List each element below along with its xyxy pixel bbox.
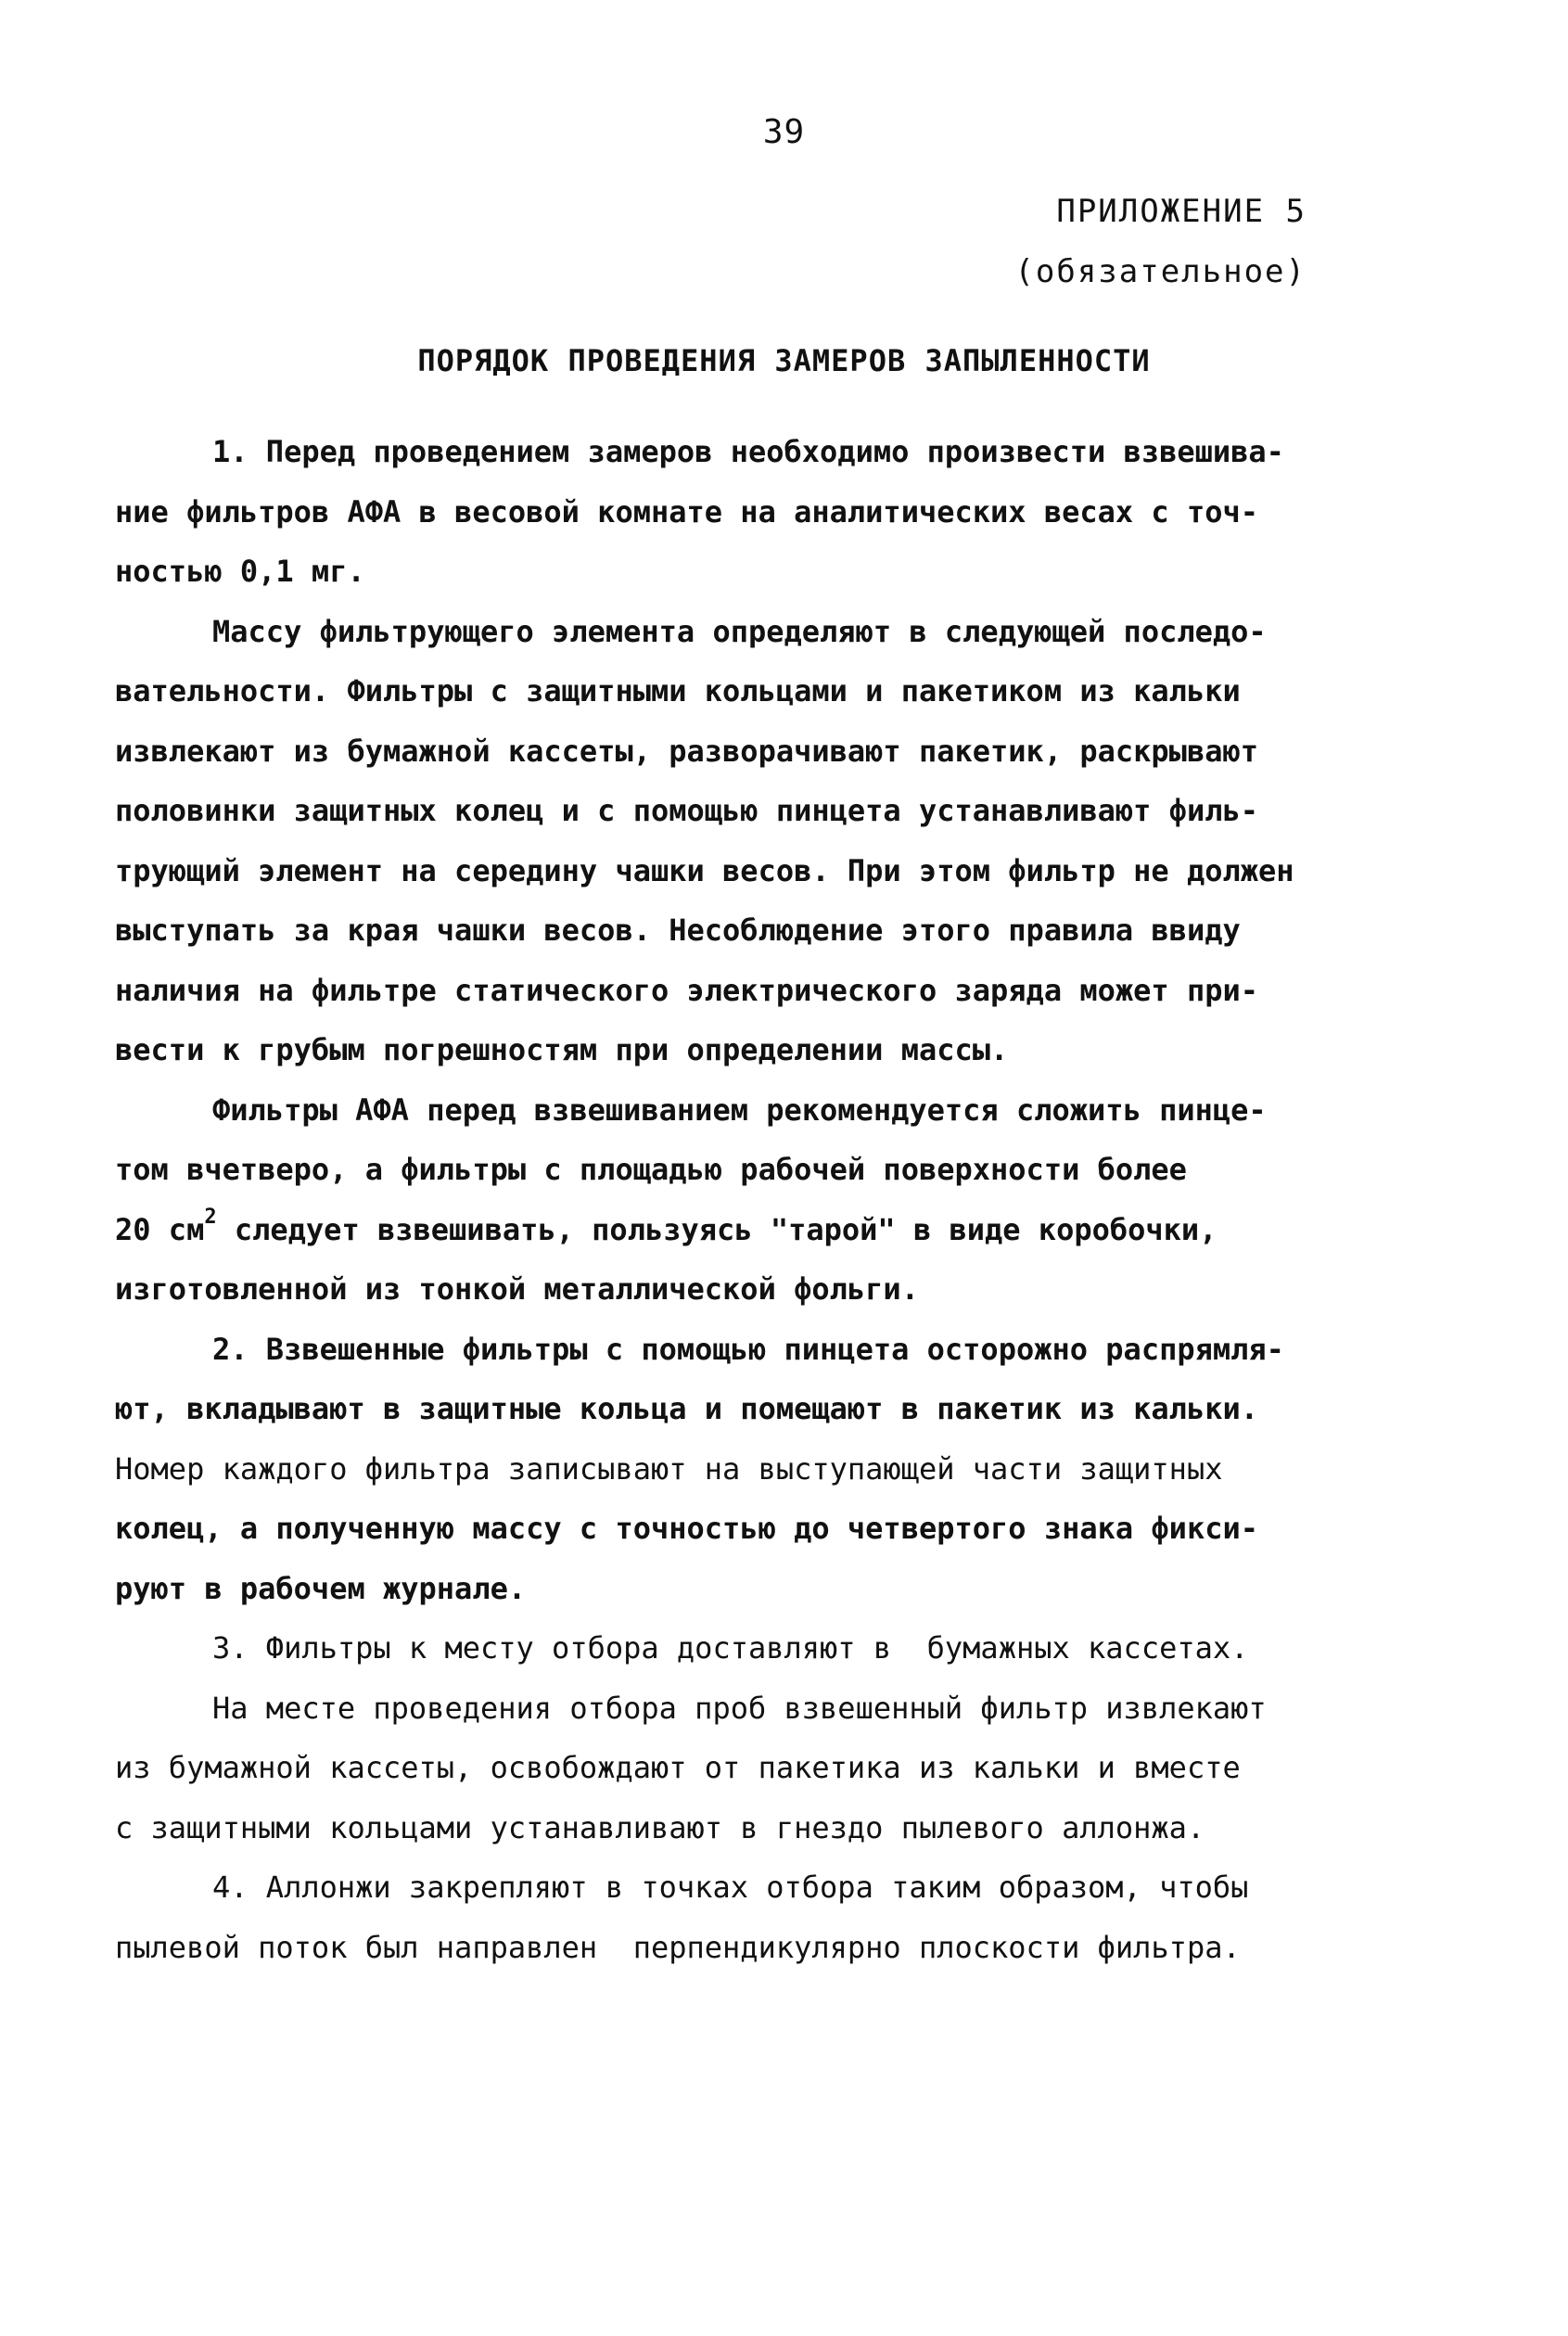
text-line: 4. Аллонжи закрепляют в точках отбора таким образом, чтобы: [212, 1870, 1249, 1905]
text-line: 3. Фильтры к месту отбора доставляют в бумажных кассетах.: [212, 1630, 1249, 1666]
superscript: 2: [204, 1205, 217, 1229]
text-line: ние фильтров АФА в весовой комнате на аналитических весах с точ-: [115, 493, 1258, 530]
text-line: На месте проведения отбора проб взвешенный фильтр извлекают: [212, 1690, 1267, 1726]
text-line: ют, вкладывают в защитные кольца и помещают в пакетик из кальки.: [115, 1391, 1258, 1426]
page-number: 39: [762, 113, 806, 151]
text-line: том вчетверо, а фильтры с площадью рабочей поверхности более: [115, 1152, 1187, 1187]
text-line: из бумажной кассеты, освобождают от пакетика из кальки и вместе: [115, 1750, 1241, 1785]
text-line: наличия на фильтре статического электрического заряда может при-: [115, 972, 1258, 1008]
appendix-title: ПРИЛОЖЕНИЕ 5: [1056, 193, 1307, 230]
text-line: с защитными кольцами устанавливают в гнездо пылевого аллонжа.: [115, 1809, 1205, 1845]
text-fragment: 20 см: [115, 1211, 205, 1247]
text-line: трующий элемент на середину чашки весов. При этом фильтр не должен: [115, 852, 1294, 888]
text-line: 1. Перед проведением замеров необходимо произвести взвешива-: [212, 434, 1284, 469]
text-line: пылевой поток был направлен перпендикулярно плоскости фильтра.: [115, 1929, 1241, 1965]
text-line: Массу фильтрующего элемента определяют в следующей последо-: [212, 613, 1267, 649]
text-line: изготовленной из тонкой металлической фольги.: [115, 1271, 919, 1307]
text-line: половинки защитных колец и с помощью пинцета устанавливают филь-: [115, 793, 1258, 828]
text-line: Фильтры АФА перед взвешиванием рекомендуется сложить пинце-: [212, 1091, 1267, 1128]
text-fragment: следует взвешивать, пользуясь "тарой" в виде коробочки,: [216, 1211, 1217, 1247]
text-line: колец, а полученную массу с точностью до четвертого знака фикси-: [115, 1511, 1258, 1546]
text-line-with-superscript: [115, 1200, 1339, 1260]
body-text: [115, 422, 1339, 1977]
text-line: выступать за края чашки весов. Несоблюдение этого правила ввиду: [115, 913, 1241, 948]
text-line: 2. Взвешенные фильтры с помощью пинцета осторожно распрямля-: [212, 1331, 1284, 1367]
appendix-note: (обязательное): [1014, 253, 1307, 290]
section-heading: ПОРЯДОК ПРОВЕДЕНИЯ ЗАМЕРОВ ЗАПЫЛЕННОСТИ: [417, 343, 1151, 378]
text-line: руют в рабочем журнале.: [115, 1570, 527, 1606]
text-line: Номер каждого фильтра записывают на выступающей части защитных: [115, 1450, 1223, 1487]
text-line: извлекают из бумажной кассеты, разворачивают пакетик, раскрывают: [115, 733, 1258, 769]
text-line: ностью 0,1 мг.: [115, 554, 365, 589]
text-line: вести к грубым погрешностям при определении массы.: [115, 1032, 1009, 1067]
text-line: вательности. Фильтры с защитными кольцами и пакетиком из кальки: [115, 673, 1241, 708]
